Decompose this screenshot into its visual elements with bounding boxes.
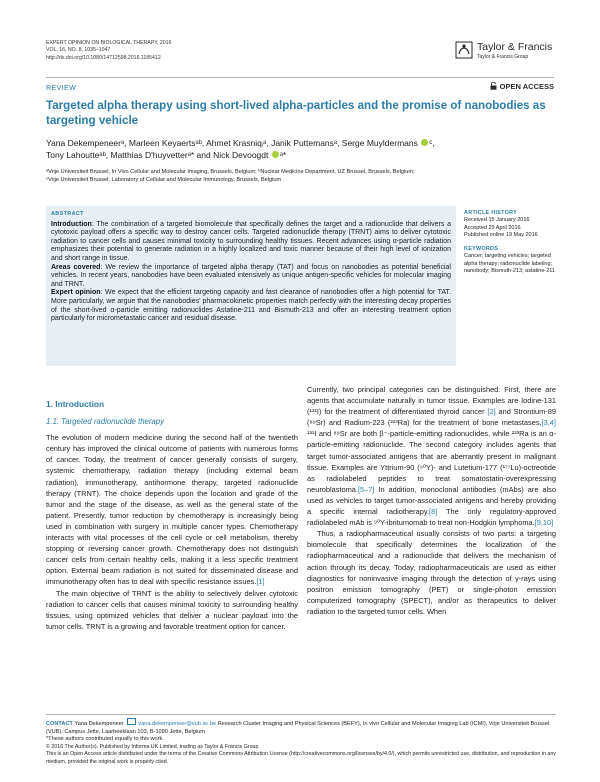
publisher-name: Taylor & Francis — [477, 41, 553, 53]
history-accepted: Accepted 29 April 2016 — [464, 224, 521, 231]
footer-rule — [46, 714, 556, 715]
article-title: Targeted alpha therapy using short-lived alpha-particles and the promise of nanobodies as targeting vehicle — [46, 99, 546, 127]
authors-line-2: Tony Lahoutteᵃᵇ, Matthias D'huyvetterᵃ* and Nick Devoogdt — [46, 150, 269, 161]
citation-link[interactable]: [8] — [429, 507, 438, 517]
article-info-sidebar — [464, 210, 556, 275]
abstract-areas-text: : We review the importance of targeted alpha therapy (TAT) and focus on nanobodies as potential beneficial vehicles. In recent years, nanobodies have been evaluated intensively as unique antigen-specific vehicles for molecular imaging and TRNT. — [51, 263, 451, 288]
abstract-expert-label: Expert opinion — [51, 289, 101, 297]
keywords-label: KEYWORDS — [464, 246, 499, 253]
section-heading: 1. Introduction — [46, 399, 105, 409]
affiliations — [46, 168, 556, 184]
paragraph-text: The evolution of modern medicine during the second half of the twentieth century has improved the clinical outcome of patients with numerous forms of cancer. Today, the treatment of cancer generally consists of surgery, systemic chemotherapy, radiation therapy (including external beam radiation), immunotherapy, antihormone therapy, targeted radionuclide therapy (TRNT). The choice depends upon the location and grade of the tumor and the stage of the disease, as well as the general state of the patient. Presently, tumor reduction by chemotherapy is increasingly being used in combination with surgery in multiple cancer types. Chemotherapy interacts with vital processes of the cell cycle or cell metabolism, thereby stopping or reversing cancer growth. Chemotherapy does not distinguish cancer cells from certain healthy cells, making it a less specific treatment option. External beam radiation is not suited for disseminated disease and immunotherapy often has to deal with specific resistance issues. — [46, 433, 298, 587]
abstract-label: ABSTRACT — [51, 211, 84, 217]
history-received: Received 15 January 2016 — [464, 217, 530, 224]
equal-contribution-note: *These authors contributed equally to this work. — [46, 736, 164, 743]
affiliation-c: ᶜVrije Universiteit Brussel, Laboratory of Cellular and Molecular Immunology, Brussels, Belgium — [46, 177, 282, 183]
abstract-introduction — [51, 221, 451, 264]
journal-doi[interactable]: http://dx.doi.org/10.1080/14712598.2016.1185412 — [46, 54, 161, 61]
authors-line-1: Yana Dekempeneerᵃ, Marleen Keyaertsᵃᵇ, Ahmet Krasniqᵢᵃ, Janik Puttemansᵃ, Serge Muyldermans — [46, 138, 418, 148]
publisher-mark-icon — [455, 40, 473, 60]
authors-line-2-sup: ᵃ* — [279, 150, 287, 161]
email-icon — [127, 718, 136, 725]
author-list: Yana Dekempeneerᵃ, Marleen Keyaertsᵃᵇ, Ahmet Krasniqᵢᵃ, Janik Puttemansᵃ, Serge Muyldermans ᶜ, Tony Lahoutteᵃᵇ, Matthias D'huyvetterᵃ* and Nick Devoogdt ᵃ* — [46, 138, 435, 161]
history-published: Published online 19 May 2016 — [464, 231, 538, 238]
contact-name: Yana Dekempeneer — [74, 721, 124, 727]
paragraph-text: Currently, two principal categories can be distinguished. First, there are agents that accumulate naturally in tumor tissue. Examples are Iodine-131 (¹³¹I) for the treatment of differentiated thyroid cancer — [307, 385, 556, 417]
paragraph: The main objective of TRNT is the ability to selectively deliver cytotoxic radiation to cancer cells that causes minimal toxicity to surrounding healthy tissues, using optimized vehicles that deliver a nuclear payload into the tumor cells. TRNT is a growing and favorable treatment option for cancer. — [46, 588, 298, 631]
abstract-areas-label: Areas covered — [51, 263, 101, 271]
citation-link[interactable]: [9,10] — [534, 518, 554, 528]
paragraph — [307, 384, 556, 528]
paragraph-text: ¹³¹I and ⁸⁹Sr are both β⁻-particle-emitting radionuclides, while ²²³Ra is an α-particle-emitting radionuclide. The second category includes agents that target tumor-associated antigens that are aberrantly present in malignant tissue. Examples are Yttrium-90 (⁹⁰Y)- and Lutetium-177 (¹⁷⁷Lu)-octreotide as radiolabeled peptides to treat somatostatin-overexpressing neuroblastoma. — [307, 429, 556, 494]
subsection-heading: 1.1. Targeted radionuclide therapy — [46, 417, 165, 427]
license-line: This is an Open Access article distributed under the terms of the Creative Commons Attribution License (http://creativecommons.org/licenses/by/4.0/), which permits unrestricted use, distribution, and reproduction in any medium, provided the original work is properly cited. — [46, 751, 556, 765]
contact-label: CONTACT — [46, 721, 73, 727]
open-access-label: OPEN ACCESS — [499, 82, 554, 91]
contact-block — [46, 718, 556, 744]
abstract-expert — [51, 289, 451, 323]
keywords-text: Cancer; targeting vehicles; targeted alpha therapy; radionuclide labeling; nanobody; Bismuth-213; astatine-211 — [464, 253, 556, 275]
affiliation-ab: ᵃVrije Universiteit Brussel, In Vivo Cellular and Molecular Imaging, Brussels, Belgium; ᵇNuclear Medicine Department, UZ Brussel, Brussels, Belgium; — [46, 169, 415, 175]
authors-line-1-sup: ᶜ — [429, 138, 433, 148]
abstract-intro-text: : The combination of a targeted biomolecule that specifically defines the target and a radionuclide that delivers a cytotoxic payload offers a specific way to destroy cancer cells. Targeted radionuclide therapy (TRNT) aims to deliver cytotoxic radiation to cancer cells and causes minimal toxicity to surrounding healthy tissues. Recent advances using α-particle radiation emphasizes their potential to generate radiation in a highly localized and toxic manner because of their high level of ionization and short range in tissue. — [51, 220, 451, 262]
journal-name: EXPERT OPINION ON BIOLOGICAL THERAPY, 2016 — [46, 40, 172, 46]
contact-address: Research Cluster Imaging and Physical Sciences (BEFY), In vivo Cellular and Molecular Imaging Lab (ICMI), Vrije Universiteit Brussel (VUB), Campus Jette, Laarbeeklaan 103, B-1090 Jette, Belgium — [46, 721, 550, 735]
contact-email[interactable]: yana.dekempeneer@vub.ac.be — [138, 721, 217, 727]
orcid-icon[interactable] — [421, 139, 428, 146]
paragraph-text: In addition, monoclonal antibodies (mAbs) are also used as vehicles to target tumor-associated antigens and hereby providing a specific internal radiotherapy. — [307, 484, 556, 517]
article-type: REVIEW — [46, 83, 77, 92]
history-label: ARTICLE HISTORY — [464, 210, 518, 216]
open-lock-icon — [490, 82, 497, 90]
publisher-sub: Taylor & Francis Group — [477, 54, 529, 60]
abstract-expert-text: : We expect that the efficient targeting capacity and fast clearance of nanobodies offer a high potential for TAT. More particularly, we argue that the nanobodies' pharmacokinetic properties match perfectly with the interesting decay properties of the short-lived α-particle emitting radionuclides Astatine-211 and Bismuth-213 and offer an interesting treatment option particularly for micrometastatic cancer and residual disease. — [51, 289, 452, 323]
paragraph — [46, 432, 298, 587]
orcid-icon[interactable] — [272, 151, 279, 158]
copyright-block — [46, 744, 556, 766]
paragraph-text: and Strontium-89 (⁸⁹Sr) and Radium-223 (²²³Ra) for the treatment of bone metastases, — [307, 407, 556, 428]
citation-link[interactable]: [2] — [487, 407, 496, 417]
abstract-areas — [51, 264, 451, 290]
publisher-logo — [455, 40, 575, 64]
paragraph: Thus, a radiopharmaceutical usually consists of two parts: a targeting biomolecule that specifically determines the localization of the radiopharmaceutical and a radionuclide that delivers the mechanism of action through its decay. Today, radiopharmaceuticals are used as either diagnostics for noninvasive imaging through the detection of γ-rays using positron emission tomography (PET) or single-photon emission computerized tomography (SPECT), and/or as therapeutics to deliver radiation to the targeted tumor cells. When — [307, 529, 556, 616]
citation-link[interactable]: [3,4] — [541, 418, 556, 428]
journal-volume: VOL. 16, NO. 8, 1035–1047 — [46, 47, 111, 54]
citation-link[interactable]: [5–7] — [357, 484, 375, 494]
header-rule — [46, 77, 554, 92]
abstract — [51, 210, 451, 324]
body-column-right — [307, 384, 556, 617]
body-column-left — [46, 399, 298, 632]
journal-header — [46, 40, 171, 62]
paragraph-text: The only regulatory-approved radiolabeled mAb is ⁹⁰Y-ibritumomab to treat non-Hodgkin lymphoma. — [307, 507, 557, 528]
abstract-intro-label: Introduction — [51, 220, 92, 228]
copyright-line: © 2016 The Author(s). Published by Informa UK Limited, trading as Taylor & Francis Group — [46, 744, 259, 750]
citation-link[interactable]: [1] — [256, 577, 265, 587]
open-access-badge — [490, 82, 554, 91]
